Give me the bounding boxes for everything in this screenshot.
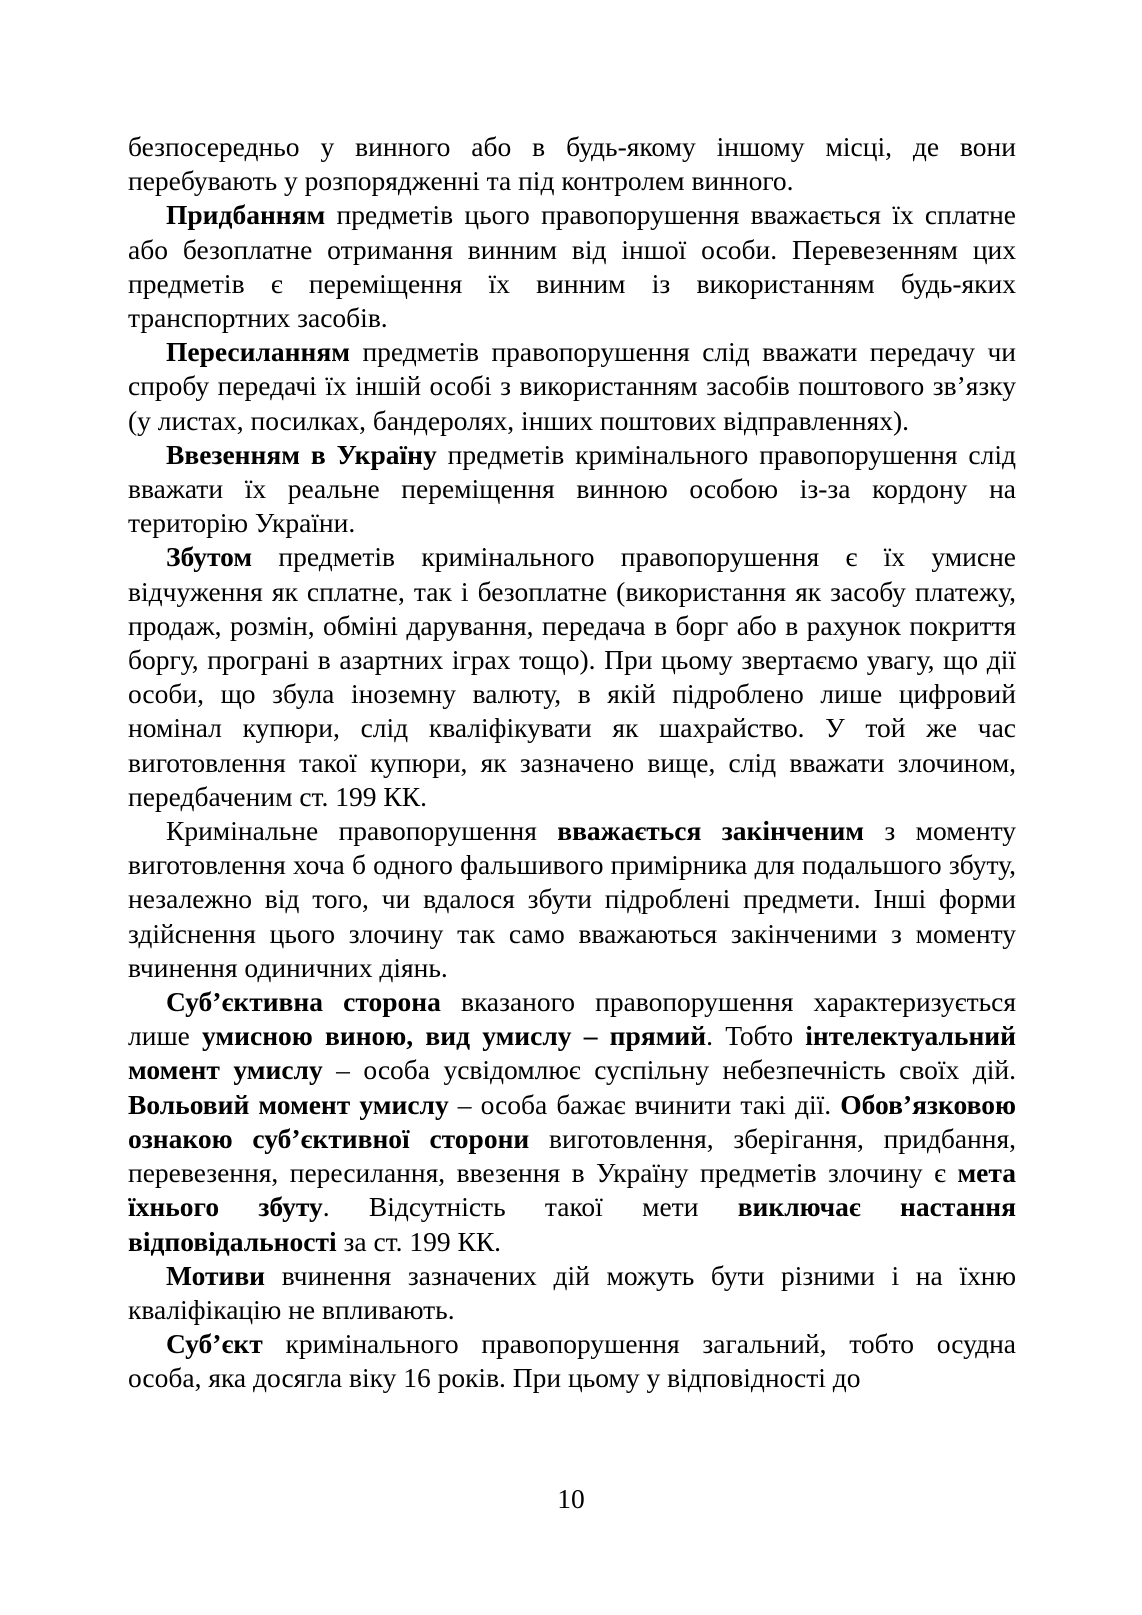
bold-term: Вольовий момент умислу [128,1088,449,1120]
paragraph [128,335,1016,438]
paragraph [128,985,1016,1259]
bold-term: мета їхнього збуту [128,1157,1016,1223]
bold-term: Обов’язковою ознакою суб’єктивної сторони [128,1088,1016,1154]
text-run: – особа бажає вчинити такі дії. [448,1088,841,1120]
text-run: предметів правопорушення слід вважати передачу чи спробу передачі їх іншій особі з використанням засобів поштового зв’язку (у листах, посилках, бандеролях, інших поштових відправленнях). [128,336,1016,436]
text-run: кримінального правопорушення загальний, тобто осудна особа, яка досягла віку 16 років. При цьому у відповідності до [128,1328,1016,1394]
text-run: з моменту виготовлення хоча б одного фальшивого примірника для подальшого збуту, незалежно від того, чи вдалося збути підроблені предмети. Інші форми здійснення цього злочину так само вважаються закінченими з моменту вчинення одиничних діянь. [128,815,1016,983]
text-run: вчинення зазначених дій можуть бути різними і на їхню кваліфікацію не впливають. [128,1259,1016,1325]
bold-term: Суб’єктивна сторона [166,986,441,1018]
text-run: безпосередньо у винного або в будь-якому іншому місці, де вони перебувають у розпорядженні та під контролем винного. [128,131,1016,197]
bold-term: Мотиви [166,1259,266,1291]
text-run: Кримінальне правопорушення [166,815,558,847]
bold-term: виключає настання відповідальності [128,1191,1017,1257]
text-run: виготовлення, зберігання, придбання, перевезення, пересилання, ввезення в Україну предметів злочину є [128,1122,1016,1189]
paragraph [128,1327,1016,1395]
paragraph [128,438,1016,541]
document-body [128,130,1016,1396]
paragraph [128,198,1016,335]
bold-term: Придбанням [166,199,326,231]
bold-term: Суб’єкт [166,1328,263,1360]
paragraph [128,814,1016,985]
text-run: вказаного правопорушення характеризується лише [128,986,1016,1052]
text-run: – особа усвідомлює суспільну небезпечність своїх дій. [322,1054,1016,1086]
text-run: . Відсутність такої мети [322,1191,738,1223]
paragraph [128,130,1016,198]
bold-term: вважається закінченим [557,815,865,847]
page-number: 10 [557,1483,585,1514]
text-run: предметів кримінального правопорушення є їх умисне відчуження як сплатне, так і безоплатне (використання як засобу платежу, продаж, розмін, обміні дарування, передача в борг або в рахунок покриття боргу, програні в азартних іграх тощо). При цьому звертаємо увагу, що дії особи, що збула іноземну валюту, в якій підроблено лише цифровий номінал купюри, слід кваліфікувати як шахрайство. У той же час виготовлення такої купюри, як зазначено вище, слід вважати злочином, передбаченим ст. 199 КК. [128,541,1016,812]
text-run: . Тобто [706,1020,806,1052]
paragraph [128,540,1016,814]
text-run: предметів кримінального правопорушення слід вважати їх реальне переміщення винною особою із-за кордону на територію України. [128,438,1016,539]
text-run: за ст. 199 КК. [336,1225,502,1257]
bold-term: умисною виною, вид умислу – прямий [202,1020,707,1052]
bold-term: Ввезенням в Україну [166,438,437,470]
bold-term: Пересиланням [166,336,350,368]
text-run: предметів цього правопорушення вважається їх сплатне або безоплатне отримання винним від іншої особи. Перевезенням цих предметів є переміщення їх винним із використанням будь-яких транспортних засобів. [128,199,1016,334]
bold-term: Збутом [166,541,253,573]
paragraph [128,1259,1016,1327]
bold-term: інтелектуальний момент умислу [128,1020,1016,1086]
